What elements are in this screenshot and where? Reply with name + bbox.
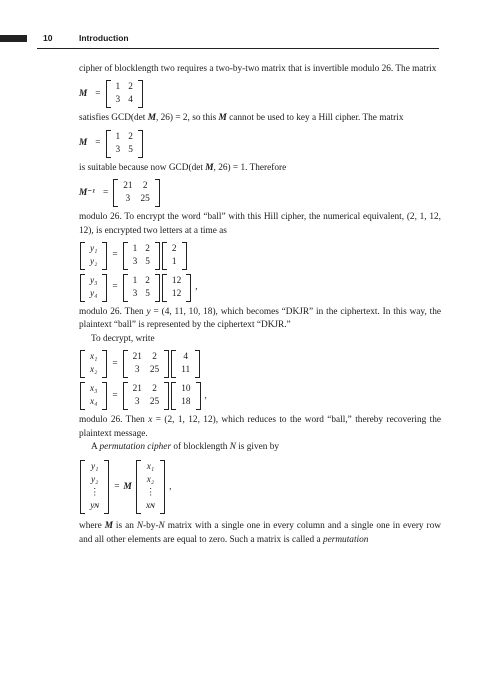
matrix-cell: 1	[132, 244, 138, 255]
paragraph: modulo 26. Then x = (2, 1, 12, 12), which reduces to the word “ball,” thereby recovering the plaintext message.	[79, 415, 442, 439]
matrix	[123, 350, 170, 378]
equation-3	[79, 179, 441, 207]
paragraph: cipher of blocklength two requires a two-by-two matrix that is invertible modulo 26. The matrix	[79, 64, 437, 74]
vector-cell: y₂	[90, 257, 98, 268]
vector-cell: yɴ	[90, 501, 100, 512]
equals-sign: =	[112, 358, 118, 369]
page-number-bar	[0, 35, 27, 42]
vector-cell: y₄	[90, 289, 98, 300]
paragraph: where M is an N-by-N matrix with a single one in every column and a single one in every row and all other elements are equal to zero. Such a matrix is called a permutation	[79, 521, 442, 545]
paragraph: modulo 26. Then y = (4, 11, 10, 18), which becomes “DKJR” in the ciphertext. In this way, the plaintext “ball” is represented by the ciphertext “DKJR.”	[79, 307, 441, 331]
page-number: 10	[43, 33, 53, 43]
paragraph: modulo 26. To encrypt the word “ball” with this Hill cipher, the numerical equivalent, (2, 1, 12, 12), is encrypted two letters at a time as	[79, 212, 441, 236]
matrix-cell: 3	[134, 365, 140, 376]
paragraph: is suitable because now GCD(det M, 26) = 1. Therefore	[79, 162, 287, 173]
equals-sign: =	[112, 250, 118, 261]
equals-sign: =	[112, 390, 118, 401]
matrix	[106, 130, 143, 158]
vector-cell: x₂	[90, 365, 98, 376]
matrix-cell: 2	[152, 352, 157, 363]
matrix	[123, 274, 160, 302]
matrix-cell: 3	[115, 95, 121, 106]
matrix	[106, 80, 143, 108]
vector-cell: ⋮	[90, 488, 100, 499]
matrix	[113, 179, 160, 207]
vector-cell: x₁	[90, 352, 98, 363]
vector	[162, 242, 187, 270]
vector	[80, 274, 107, 302]
matrix-symbol: M	[123, 481, 132, 492]
matrix-cell: 21	[132, 352, 142, 363]
vector-cell: y₁	[90, 462, 99, 473]
vector-cell: 10	[181, 384, 191, 395]
vector-cell: 2	[171, 244, 177, 255]
page-body	[79, 63, 441, 547]
vector	[80, 242, 107, 270]
paragraph: To decrypt, write	[91, 333, 155, 344]
matrix	[123, 382, 170, 410]
equation-8	[79, 460, 441, 514]
matrix-cell: 2	[145, 276, 150, 287]
matrix-cell: 2	[128, 131, 133, 142]
matrix-cell: 21	[132, 384, 142, 395]
running-title: Introduction	[79, 33, 129, 43]
matrix-cell: 1	[115, 82, 121, 93]
vector-cell: x₁	[146, 462, 155, 473]
matrix-cell: 3	[132, 289, 138, 300]
equation-1	[79, 80, 441, 108]
matrix-cell: 25	[140, 194, 150, 205]
matrix-cell: 1	[132, 276, 138, 287]
vector-cell: 12	[171, 289, 182, 300]
matrix-cell: 3	[125, 194, 131, 205]
equals-sign: =	[95, 138, 101, 149]
matrix-cell: 25	[149, 365, 160, 376]
vector	[80, 460, 109, 514]
trailing-punctuation: ,	[195, 282, 198, 293]
matrix-cell: 1	[115, 131, 121, 142]
matrix-cell: 2	[142, 181, 148, 192]
vector	[171, 350, 200, 378]
equals-sign: =	[114, 481, 120, 492]
equation-lhs: M	[79, 88, 88, 99]
matrix-cell: 3	[134, 397, 140, 408]
matrix-cell: 3	[132, 257, 138, 268]
equation-6	[79, 350, 441, 378]
equals-sign: =	[112, 282, 118, 293]
vector-cell: 11	[181, 365, 191, 376]
vector-cell: y₁	[90, 244, 98, 255]
vector	[171, 382, 200, 410]
matrix-cell: 3	[115, 144, 121, 155]
vector	[136, 460, 165, 514]
vector	[80, 382, 107, 410]
vector	[162, 274, 191, 302]
matrix	[123, 242, 160, 270]
equals-sign: =	[95, 88, 101, 99]
matrix-cell: 5	[128, 144, 133, 155]
paragraph: A permutation cipher of blocklength N is given by	[91, 442, 280, 453]
trailing-punctuation: ,	[169, 481, 172, 492]
matrix-cell: 5	[145, 289, 150, 300]
vector	[80, 350, 107, 378]
vector-cell: x₃	[90, 384, 98, 395]
equals-sign: =	[102, 187, 109, 198]
equation-4	[79, 242, 441, 270]
equation-lhs: M	[79, 138, 88, 149]
matrix-cell: 2	[152, 384, 157, 395]
vector-cell: 4	[183, 352, 188, 363]
matrix-cell: 25	[149, 397, 160, 408]
vector-cell: 1	[171, 257, 177, 268]
matrix-cell: 21	[123, 181, 133, 192]
equation-2	[79, 130, 441, 158]
vector-cell: x₄	[90, 397, 98, 408]
matrix-cell: 2	[145, 244, 150, 255]
vector-cell: ⋮	[145, 488, 156, 499]
matrix-cell: 4	[128, 95, 133, 106]
trailing-punctuation: ,	[204, 390, 207, 401]
vector-cell: xɴ	[146, 501, 155, 512]
equation-7	[79, 382, 441, 410]
matrix-cell: 2	[128, 82, 133, 93]
vector-cell: 12	[171, 276, 182, 287]
vector-cell: 18	[181, 397, 191, 408]
vector-cell: y₃	[90, 276, 98, 287]
equation-5	[79, 274, 441, 302]
vector-cell: x₂	[146, 475, 155, 486]
paragraph: satisfies GCD(det M, 26) = 2, so this M cannot be used to key a Hill cipher. The matrix	[79, 113, 404, 124]
equation-lhs: M⁻¹	[79, 187, 95, 198]
matrix-cell: 5	[145, 257, 150, 268]
vector-cell: y₂	[90, 475, 99, 486]
running-header	[37, 31, 439, 49]
